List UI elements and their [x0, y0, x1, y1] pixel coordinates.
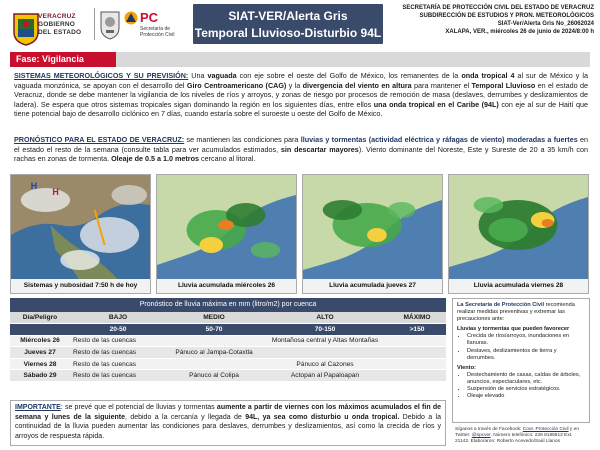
rain-map-thursday	[302, 174, 443, 294]
table-cell: Montañosa central y Altas Montañas	[262, 335, 388, 347]
satellite-image-icon	[11, 175, 150, 281]
p2-text: cercano al litoral.	[199, 154, 256, 164]
p1-text: al sur de México y la vaguada monzónica, se apoyan con el desarrollo del	[14, 71, 588, 90]
twitter-link[interactable]: @spcver	[471, 433, 491, 439]
forecast-heading: PRONÓSTICO PARA EL ESTADO DE VERACRUZ:	[14, 135, 185, 144]
pc-logo-text: PC	[140, 10, 159, 25]
table-row	[10, 335, 446, 347]
important-bold: 94L, ya sea como disturbio u onda tropical.	[245, 413, 400, 421]
p1-bold: onda tropical 4	[461, 71, 515, 80]
table-row	[10, 347, 446, 359]
rain-map-friday	[448, 174, 589, 294]
p2-text: se mantienen las condiciones para	[184, 135, 301, 144]
contact-footer	[452, 426, 590, 448]
pc-triangle-icon	[124, 11, 138, 25]
table-cell: Pánuco al Colipa	[166, 370, 262, 382]
important-text: Debido a la continuidad de la lluvia pueden aumentar las condiciones para deslaves, derrumbes y deslizamientos, así como la crecida de ríos y arroyos de respuesta rápida.	[15, 413, 441, 440]
wind-hazards-list	[467, 372, 585, 400]
table-row	[10, 358, 446, 370]
important-note	[10, 400, 446, 446]
wind-hazards-heading: Viento:	[457, 364, 476, 371]
table-cell: Resto de las cuencas	[70, 370, 166, 382]
table-cell: Resto de las cuencas	[70, 347, 166, 359]
p1-text: Una	[188, 71, 208, 80]
logo-divider	[94, 8, 95, 40]
header	[0, 0, 600, 50]
rain-forecast-table	[10, 298, 446, 398]
list-item: • Destechamiento de casas, caídas de árboles, anuncios, espectaculares, etc.	[467, 372, 585, 386]
table-row	[10, 370, 446, 382]
table-cell: Jueves 27	[10, 347, 70, 359]
alert-title-box	[193, 4, 383, 44]
important-bold: aumente a partir de viernes con los máximos acumulados el fin de semana y lunes de la siguiente	[15, 404, 442, 421]
map-caption: Sistemas y nubosidad 7:50 h de hoy	[11, 279, 150, 293]
important-heading: IMPORTANTE	[15, 404, 61, 411]
phase-label: Fase: Vigilancia	[10, 52, 116, 67]
p2-bold: Oleaje de 0.5 a 1.0 metros	[111, 154, 199, 164]
systems-heading: SISTEMAS METEOROLÓGICOS Y SU PREVISIÓN:	[14, 71, 189, 80]
table-cell	[388, 335, 446, 347]
issuer-line2: SUBDIRECCIÓN DE ESTUDIOS Y PRON. METEOROLÓGICOS	[419, 13, 594, 19]
table-cell	[166, 358, 262, 370]
rain-map-wednesday	[156, 174, 297, 294]
forecast-paragraph	[14, 135, 588, 164]
list-item: • Deslaves, deslizamientos de tierra y derrumbes.	[467, 348, 585, 362]
p1-bold: una onda tropical en el Caribe (94L)	[373, 99, 499, 109]
table-range: 20-50	[70, 324, 166, 336]
p1-bold: Temporal Lluvioso	[471, 80, 536, 90]
rain-hazards-heading: Lluvias y tormentas que pueden favorecer	[457, 326, 570, 333]
p1-text: y la	[286, 80, 303, 90]
p1-bold: Giro Centroamericano (CAG)	[186, 80, 287, 90]
p1-text: en el estado de Veracruz, donde se debe mantener la vigilancia de los niveles de ríos y arroyos, y zonas de riesgo por procesos de remoción de masa (deslaves, derrumbes y deslizamientos de ladera). Se espera que otros sistemas tropicales sigan dominando la región en los siguientes días, entre ellos	[14, 80, 588, 109]
issuer-line1: SECRETARÍA DE PROTECCIÓN CIVIL DEL ESTADO DE VERACRUZ	[402, 5, 594, 11]
map-caption: Lluvia acumulada miércoles 26	[157, 279, 296, 293]
p2-bold: sin descartar mayores	[280, 144, 359, 154]
rain-map-image-icon	[303, 175, 442, 281]
table-cell: Resto de las cuencas	[70, 335, 166, 347]
alert-title: SIAT-VER/Alerta Gris	[228, 9, 348, 23]
p1-text: con eje sobre el oeste del Golfo de México, los remanentes de la	[236, 71, 462, 80]
table-range: 70-150	[262, 324, 388, 336]
p2-text: en el estado el resto de la semana (consulte tabla para ver acumulados estimados,	[14, 135, 589, 154]
footer-text: . Número telefónico: 228 8186812 Ext. 21142. Elaboraron: Roberto Acevedo/Saúl Llanos	[455, 433, 573, 445]
list-item: • Oleaje elevado	[467, 393, 585, 400]
footer-text: y en Twitter:	[455, 427, 579, 439]
facebook-link[interactable]: Coor. Protección Civil	[522, 427, 569, 432]
issuer-line3: SIAT-Ver/Alerta Gris No_26062024	[497, 21, 594, 27]
p2-text: ). Viento dominante del Noreste, Este y Sureste de 20 a 35 km/h con rachas en zonas de tormenta.	[14, 144, 589, 164]
table-title: Pronóstico de lluvia máxima en mm (litro/m2) por cuenca	[10, 298, 446, 312]
map-caption: Lluvia acumulada viernes 28	[449, 279, 588, 293]
pc-logo-subtitle: Secretaría de Protección Civil	[140, 26, 175, 38]
table-header: MÁXIMO	[388, 312, 446, 324]
table-cell: Viernes 28	[10, 358, 70, 370]
table-header-row	[10, 312, 446, 324]
important-text: : se prevé que el potencial de lluvias y tormentas	[60, 404, 217, 411]
systems-paragraph	[14, 71, 588, 119]
proteccion-civil-logo	[100, 6, 190, 44]
table-cell	[388, 347, 446, 359]
map-panels	[10, 174, 590, 294]
table-range	[10, 324, 70, 336]
veracruz-seal-icon	[12, 12, 40, 46]
table-cell	[166, 335, 262, 347]
table-header: MEDIO	[166, 312, 262, 324]
table-cell	[262, 347, 388, 359]
table-cell: Pánuco al Jampa-Cotaxtla	[166, 347, 262, 359]
important-text: , debido a la cercanía y llegada de	[124, 413, 246, 421]
veracruz-logo-line2: GOBIERNO	[38, 21, 75, 28]
table-cell: Resto de las cuencas	[70, 358, 166, 370]
map-caption: Lluvia acumulada jueves 27	[303, 279, 442, 293]
intro-bold: La Secretaría de Protección Civil	[457, 302, 545, 308]
alert-subtitle: Temporal Lluvioso-Disturbio 94L	[194, 26, 382, 40]
p1-bold: vaguada	[207, 71, 237, 80]
table-cell: Miércoles 26	[10, 335, 70, 347]
rain-map-image-icon	[157, 175, 296, 281]
phase-bar	[10, 52, 590, 67]
table-cell	[388, 370, 446, 382]
crest-icon	[100, 10, 120, 40]
list-item: • Suspensión de servicios estratégicos.	[467, 386, 585, 393]
rain-map-image-icon	[449, 175, 588, 281]
table-header: Día/Peligro	[10, 312, 70, 324]
table-range: 50-70	[166, 324, 262, 336]
recommendations-intro	[457, 302, 585, 323]
forecast-table	[10, 312, 446, 382]
table-cell: Pánuco al Cazones	[262, 358, 388, 370]
satellite-map	[10, 174, 151, 294]
table-cell: Actopan al Papaloapan	[262, 370, 388, 382]
list-item: • Crecida de ríos/arroyos, inundaciones en llanuras.	[467, 333, 585, 347]
intro-text: recomienda realizar medidas preventivas y extremar las precauciones ante:	[457, 302, 575, 323]
table-cell	[388, 358, 446, 370]
issuer-info	[388, 4, 594, 36]
table-range: >150	[388, 324, 446, 336]
veracruz-logo-line1: VERACRUZ	[38, 13, 76, 20]
svg-text:H: H	[52, 186, 59, 198]
rain-hazards-list	[467, 333, 585, 361]
veracruz-logo-line3: DEL ESTADO	[38, 29, 82, 36]
issuer-line4: XALAPA, VER., miércoles 26 de junio de 2024/8:00 h	[445, 29, 594, 35]
recommendations-panel	[452, 298, 590, 423]
table-cell: Sábado 29	[10, 370, 70, 382]
p2-bold: lluvias y tormentas (actividad eléctrica y ráfagas de viento) moderadas a fuertes	[300, 135, 578, 144]
p1-text: para mantener el	[411, 80, 472, 90]
footer-text: Síganos a través de Facebook:	[455, 427, 523, 432]
p1-text: con eje al sur de Haití que tiene potencial bajo de desarrollo ciclónico en 7 días, cuando estaría sobre el suroeste u oeste del Golfo de México.	[14, 99, 589, 119]
table-header: ALTO	[262, 312, 388, 324]
table-header: BAJO	[70, 312, 166, 324]
veracruz-logo	[6, 6, 86, 44]
p1-bold: divergencia del viento en altura	[302, 80, 412, 90]
svg-text:H: H	[30, 180, 38, 192]
table-range-row	[10, 324, 446, 336]
